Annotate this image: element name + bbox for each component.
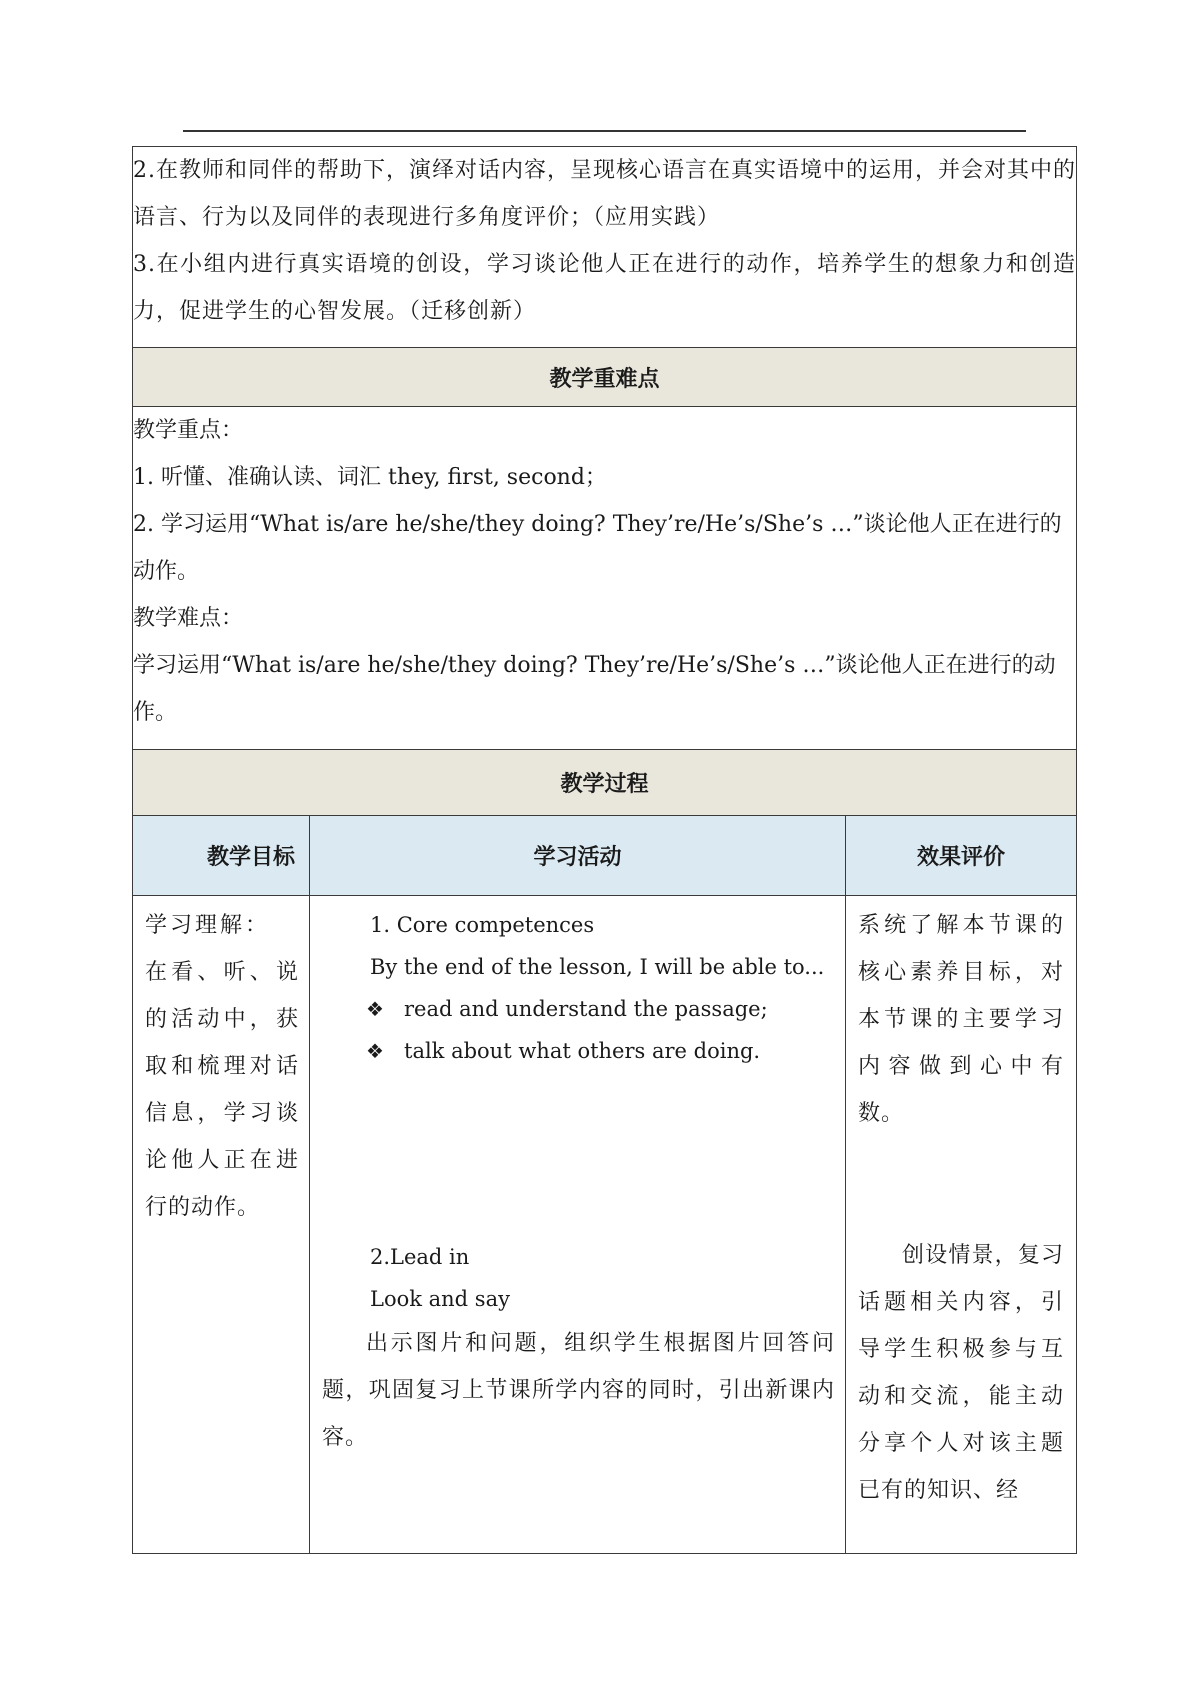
goals-row: [133, 147, 1077, 348]
process-column-headers: [133, 816, 1077, 896]
evaluation-column-cell: [846, 896, 1077, 1554]
focus-item-2: 2. 学习运用“What is/are he/she/they doing? They’re/He’s/She’s …”谈论他人正在进行的动作。: [133, 512, 1062, 584]
header-rule: [183, 130, 1026, 132]
evaluation-1: 系统了解本节课的核心素养目标，对本节课的主要学习内容做到心中有数。: [858, 913, 1065, 1126]
focus-item-1: 1. 听懂、准确认读、词汇 they, first, second；: [133, 465, 607, 490]
key-points-heading: 教学重难点: [133, 348, 1077, 407]
activity-2: [322, 1236, 835, 1461]
key-points-cell: [133, 407, 1077, 750]
diamond-bullet-icon: ❖: [366, 1039, 384, 1063]
lesson-plan-table: [132, 146, 1077, 1554]
activity-2-title: 2.Lead in: [370, 1245, 470, 1269]
process-heading: 教学过程: [133, 750, 1077, 816]
difficulty-label: 教学难点：: [133, 606, 244, 631]
goal-item-3: 3.在小组内进行真实语境的创设，学习谈论他人正在进行的动作，培养学生的想象力和创造力，促进学生的心智发展。（迁移创新）: [133, 252, 1077, 324]
difficulty-item-1: 学习运用“What is/are he/she/they doing? They’re/He’s/She’s …”谈论他人正在进行的动作。: [133, 653, 1056, 725]
process-heading-row: [133, 750, 1077, 816]
activity-2-desc: 出示图片和问题，组织学生根据图片回答问题，巩固复习上节课所学内容的同时，引出新课内容。: [322, 1331, 835, 1450]
key-points-row: [133, 407, 1077, 750]
column-header-activity: 学习活动: [310, 816, 846, 896]
activity-1-bullet-1: [322, 988, 835, 1030]
goal-column-text: 在看、听、说的活动中，获取和梳理对话信息，学习谈论他人正在进行的动作。: [145, 960, 299, 1220]
activity-2-subtitle: Look and say: [370, 1287, 510, 1311]
key-points-heading-row: [133, 348, 1077, 407]
diamond-bullet-icon: ❖: [366, 997, 384, 1021]
bullet-2-text: talk about what others are doing.: [404, 1039, 761, 1063]
goal-column-cell: [133, 896, 310, 1554]
column-header-goal: 教学目标: [133, 816, 310, 896]
goal-column-label: 学习理解：: [145, 913, 271, 938]
process-content-row: [133, 896, 1077, 1554]
goals-cell: [133, 147, 1077, 348]
activity-1-intro: By the end of the lesson, I will be able to...: [370, 955, 825, 979]
focus-label: 教学重点：: [133, 418, 244, 443]
bullet-1-text: read and understand the passage;: [404, 997, 768, 1021]
column-header-evaluation: 效果评价: [846, 816, 1077, 896]
evaluation-2: 创设情景，复习话题相关内容，引导学生积极参与互动和交流，能主动分享个人对该主题已有的知识、经: [858, 1243, 1065, 1503]
activity-1-title: 1. Core competences: [370, 913, 595, 937]
activity-1-bullet-2: [322, 1030, 835, 1072]
activity-1: [322, 896, 835, 1236]
activity-column-cell: [310, 896, 846, 1554]
goal-item-2: 2.在教师和同伴的帮助下，演绎对话内容，呈现核心语言在真实语境中的运用，并会对其中的语言、行为以及同伴的表现进行多角度评价；（应用实践）: [133, 158, 1077, 230]
